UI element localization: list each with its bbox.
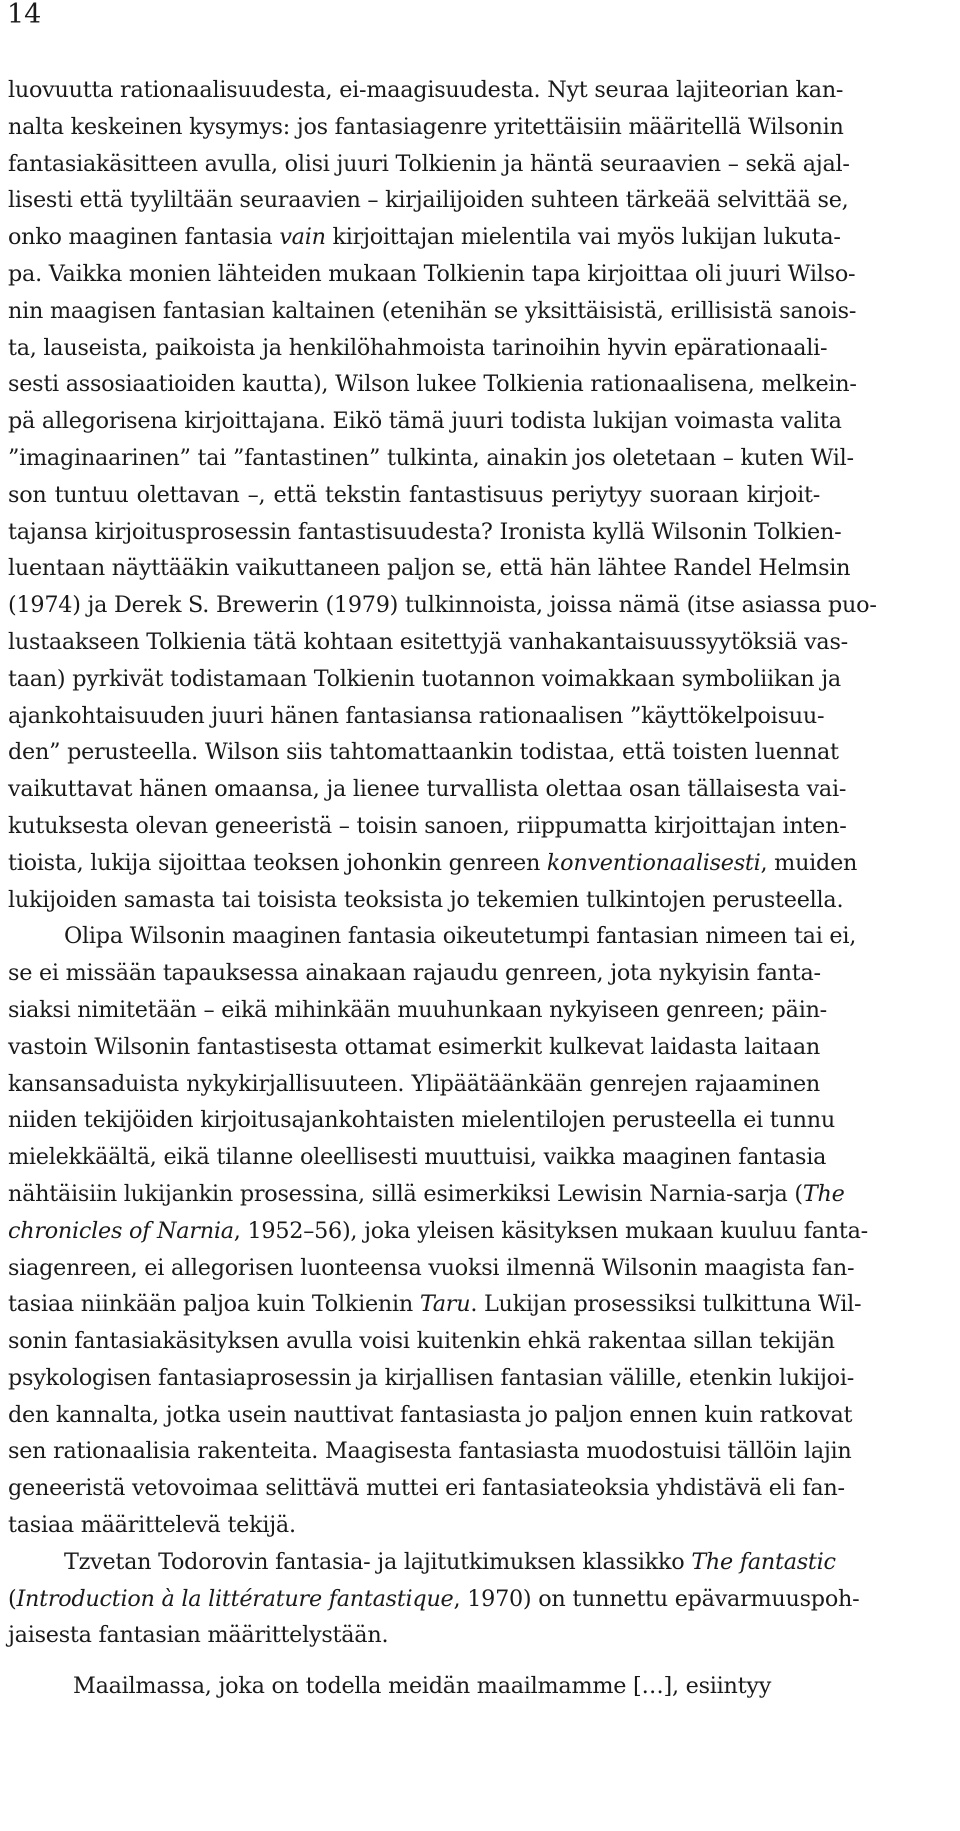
text-segment: vastoin Wilsonin fantastisesta ottamat esimerkit kulkevat laidasta laitaan — [8, 1033, 820, 1060]
text-line — [8, 1581, 860, 1618]
text-segment: sen rationaalisia rakenteita. Maagisesta fantasiasta muodostuisi tällöin lajin — [8, 1438, 852, 1465]
text-segment: den” perusteella. Wilson siis tahtomattaankin todistaa, että toisten luennat — [8, 739, 839, 766]
text-line — [8, 1213, 868, 1250]
text-segment: lukijoiden samasta tai toisista teoksista jo tekemien tulkintojen perusteella. — [8, 886, 844, 913]
text-segment: lisesti että tyyliltään seuraavien – kirjailijoiden suhteen tärkeää selvittää se, — [8, 187, 849, 214]
page-number: 14 — [7, 0, 42, 30]
text-line — [8, 1507, 820, 1544]
text-segment: ”imaginaarinen” tai ”fantastinen” tulkinta, ainakin jos oletetaan – kuten Wil- — [8, 444, 854, 471]
italic-text: konventionaalisesti — [546, 849, 761, 876]
italic-text: chronicles of Narnia — [8, 1217, 234, 1244]
text-line — [8, 514, 842, 551]
text-segment: tasiaa määrittelevä tekijä. — [8, 1512, 296, 1539]
text-line — [8, 845, 858, 882]
text-line — [8, 256, 856, 293]
text-line — [8, 182, 849, 219]
text-segment: , muiden — [760, 849, 858, 876]
text-line — [8, 293, 857, 330]
text-line — [8, 1360, 854, 1397]
text-line — [8, 1066, 820, 1103]
text-line — [8, 403, 842, 440]
text-segment: siagenreen, ei allegorisen luonteensa vuoksi ilmennä Wilsonin maagista fan- — [8, 1254, 855, 1281]
text-line — [8, 1617, 820, 1654]
text-segment: psykologisen fantasiaprosessin ja kirjallisen fantasian välille, etenkin lukijoi- — [8, 1364, 854, 1391]
italic-text: Introduction à la littérature fantastique — [16, 1585, 454, 1612]
text-segment: kirjoittajan mielentila vai myös lukijan lukuta- — [325, 224, 841, 251]
text-segment: pä allegorisena kirjoittajana. Eikö tämä juuri todista lukijan voimasta valita — [8, 408, 842, 435]
text-segment: ( — [8, 1585, 17, 1612]
text-line — [8, 771, 847, 808]
text-line — [8, 587, 877, 624]
text-line — [8, 1397, 853, 1434]
text-segment: lustaakseen Tolkienia tätä kohtaan esitettyjä vanhakantaisuussyytöksiä vas- — [8, 628, 848, 655]
text-segment: se ei missään tapauksessa ainakaan rajaudu genreen, jota nykyisin fanta- — [8, 960, 821, 987]
text-line — [8, 808, 847, 845]
text-line — [8, 1470, 845, 1507]
text-segment: pa. Vaikka monien lähteiden mukaan Tolkienin tapa kirjoittaa oli juuri Wilso- — [8, 260, 856, 287]
text-line — [8, 624, 848, 661]
text-segment: son tuntuu olettavan –, että tekstin fantastisuus periytyy suoraan kirjoit- — [8, 481, 820, 508]
text-segment: geneeristä vetovoimaa selittävä muttei eri fantasiateoksia yhdistävä eli fan- — [8, 1475, 845, 1502]
text-segment: Olipa Wilsonin maaginen fantasia oikeutetumpi fantasian nimeen tai ei, — [64, 923, 857, 950]
text-line — [8, 550, 851, 587]
text-line — [8, 72, 844, 109]
text-segment: . Lukijan prosessiksi tulkittuna Wil- — [470, 1291, 862, 1318]
text-line — [8, 330, 828, 367]
text-segment: (1974) ja Derek S. Brewerin (1979) tulkinnoista, joissa nämä (itse asiassa puo- — [8, 592, 877, 619]
text-line — [8, 661, 841, 698]
text-segment: den kannalta, jotka usein nauttivat fantasiasta jo paljon ennen kuin ratkovat — [8, 1401, 853, 1428]
text-line — [8, 918, 857, 955]
text-line — [8, 477, 820, 514]
text-line — [8, 1176, 845, 1213]
text-line — [8, 109, 844, 146]
text-line — [8, 1668, 820, 1705]
italic-text: The fantastic — [691, 1548, 836, 1575]
text-line — [8, 1544, 836, 1581]
text-segment: nähtäisiin lukijankin prosessina, sillä esimerkiksi Lewisin Narnia-sarja ( — [8, 1180, 803, 1207]
text-line — [8, 146, 850, 183]
text-segment: nin maagisen fantasian kaltainen (etenihän se yksittäisistä, erillisistä sanois- — [8, 297, 857, 324]
text-segment: taan) pyrkivät todistamaan Tolkienin tuotannon voimakkaan symboliikan ja — [8, 665, 841, 692]
text-segment: Maailmassa, joka on todella meidän maailmamme […], esiintyy — [73, 1673, 772, 1700]
text-segment: , 1952–56), joka yleisen käsityksen mukaan kuuluu fanta- — [233, 1217, 868, 1244]
text-segment: sesti assosiaatioiden kautta), Wilson lukee Tolkienia rationaalisena, melkein- — [8, 371, 857, 398]
text-segment: kansansaduista nykykirjallisuuteen. Ylipäätäänkään genrejen rajaaminen — [8, 1070, 820, 1097]
text-segment: vaikuttavat hänen omaansa, ja lienee turvallista olettaa osan tällaisesta vai- — [8, 776, 847, 803]
text-segment: sonin fantasiakäsityksen avulla voisi kuitenkin ehkä rakentaa sillan tekijän — [8, 1328, 835, 1355]
text-segment: jaisesta fantasian määrittelystään. — [8, 1622, 389, 1649]
text-line — [8, 219, 841, 256]
text-line — [8, 734, 839, 771]
text-segment: ta, lauseista, paikoista ja henkilöhahmoista tarinoihin hyvin epärationaali- — [8, 334, 828, 361]
italic-text: vain — [279, 224, 326, 251]
text-segment: tasiaa niinkään paljoa kuin Tolkienin — [8, 1291, 420, 1318]
text-line — [8, 992, 827, 1029]
text-line — [8, 366, 857, 403]
text-line — [8, 1323, 835, 1360]
text-line — [8, 1102, 835, 1139]
text-segment: tajansa kirjoitusprosessin fantastisuudesta? Ironista kyllä Wilsonin Tolkien- — [8, 518, 842, 545]
text-line — [8, 1286, 862, 1323]
italic-text: The — [802, 1180, 845, 1207]
text-segment: mielekkäältä, eikä tilanne oleellisesti muuttuisi, vaikka maaginen fantasia — [8, 1144, 827, 1171]
text-line — [8, 440, 854, 477]
text-line — [8, 698, 825, 735]
text-segment: ajankohtaisuuden juuri hänen fantasiansa rationaalisen ”käyttökelpoisuu- — [8, 702, 825, 729]
text-segment: nalta keskeinen kysymys: jos fantasiagenre yritettäisiin määritellä Wilsonin — [8, 113, 844, 140]
text-segment: , 1970) on tunnettu epävarmuuspoh- — [453, 1585, 860, 1612]
text-segment: tioista, lukija sijoittaa teoksen johonkin genreen — [8, 849, 547, 876]
body-text — [8, 72, 877, 1705]
italic-text: Taru — [419, 1291, 471, 1318]
text-segment: onko maaginen fantasia — [8, 224, 280, 251]
text-line — [8, 1139, 827, 1176]
text-segment: Tzvetan Todorovin fantasia- ja lajitutkimuksen klassikko — [64, 1548, 692, 1575]
text-segment: kutuksesta olevan geneeristä – toisin sanoen, riippumatta kirjoittajan inten- — [8, 812, 847, 839]
text-segment: luentaan näyttääkin vaikuttaneen paljon se, että hän lähtee Randel Helmsin — [8, 555, 851, 582]
text-line — [8, 1433, 852, 1470]
text-segment: fantasiakäsitteen avulla, olisi juuri Tolkienin ja häntä seuraavien – sekä ajal- — [8, 150, 850, 177]
text-line — [8, 882, 844, 919]
text-segment: luovuutta rationaalisuudesta, ei-maagisuudesta. Nyt seuraa lajiteorian kan- — [8, 77, 844, 103]
text-segment: siaksi nimitetään – eikä mihinkään muuhunkaan nykyiseen genreen; päin- — [8, 996, 827, 1023]
text-line — [8, 1029, 820, 1066]
text-line — [8, 1250, 855, 1287]
text-segment: niiden tekijöiden kirjoitusajankohtaisten mielentilojen perusteella ei tunnu — [8, 1107, 835, 1134]
text-line — [8, 955, 820, 992]
